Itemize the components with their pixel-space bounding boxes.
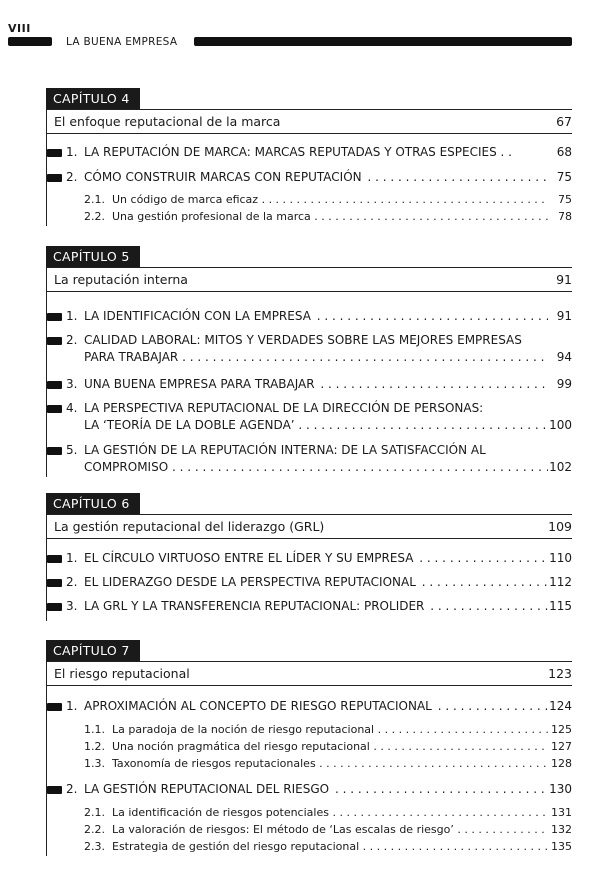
header-bar-right: [194, 37, 572, 46]
subentry-number: 1.2.: [84, 740, 105, 753]
entry-page: 100: [549, 418, 572, 432]
entry-text: UNA BUENA EMPRESA PARA TRABAJAR . . .: [84, 376, 548, 393]
book-title: LA BUENA EMPRESA: [66, 36, 178, 48]
chapter-6: [46, 493, 572, 621]
bullet-icon: [47, 313, 62, 321]
bullet-icon: [47, 447, 62, 455]
subentry-text: La identificación de riesgos potenciales . . .: [112, 805, 548, 821]
entry-number: 2.: [66, 170, 78, 184]
entry-text-line2: PARA TRABAJAR . . .: [84, 349, 548, 366]
entry-text: CALIDAD LABORAL: MITOS Y VERDADES SOBRE LAS MEJORES EMPRESAS: [84, 333, 522, 347]
header-bar-left: [8, 37, 52, 46]
subentry-page: 75: [558, 193, 572, 206]
chapter-page: 91: [556, 272, 572, 287]
subentry-text: Estrategia de gestión del riesgo reputacional . . .: [112, 839, 548, 855]
subentry-page: 135: [551, 840, 572, 853]
entry-number: 1.: [66, 551, 78, 565]
running-header: [8, 35, 572, 49]
entry-page: 99: [556, 377, 572, 391]
chapter-label: CAPÍTULO 7: [46, 640, 140, 661]
chapter-label: CAPÍTULO 6: [46, 493, 140, 514]
bullet-icon: [47, 603, 62, 611]
entry-number: 2.: [66, 782, 78, 796]
subentry-number: 2.1.: [84, 806, 105, 819]
entry-number: 3.: [66, 599, 78, 613]
subentry-number: 2.2.: [84, 823, 105, 836]
chapter-page: 109: [548, 519, 572, 534]
entry-number: 3.: [66, 377, 78, 391]
chapter-label: CAPÍTULO 4: [46, 88, 140, 109]
chapter-toc: [46, 134, 572, 226]
subentry-page: 127: [551, 740, 572, 753]
chapter-7: [46, 640, 572, 856]
chapter-title-row[interactable]: [46, 514, 572, 539]
chapter-toc: [46, 686, 572, 856]
chapter-4: [46, 88, 572, 226]
entry-text: LA GESTIÓN DE LA REPUTACIÓN INTERNA: DE LA SATISFACCIÓN AL: [84, 443, 486, 457]
bullet-icon: [47, 786, 62, 794]
entry-page: 102: [549, 460, 572, 474]
subentry-page: 128: [551, 757, 572, 770]
subentry-number: 1.3.: [84, 757, 105, 770]
entry-text-line2: LA ‘TEORÍA DE LA DOBLE AGENDA’ . . .: [84, 417, 548, 434]
subentry-page: 78: [558, 210, 572, 223]
entry-number: 1.: [66, 309, 78, 323]
chapter-page: 123: [548, 666, 572, 681]
entry-page: 94: [556, 350, 572, 364]
bullet-icon: [47, 149, 62, 157]
chapter-title-row[interactable]: [46, 661, 572, 686]
bullet-icon: [47, 337, 62, 345]
subentry-number: 1.1.: [84, 723, 105, 736]
entry-page: 124: [549, 699, 572, 713]
subentry-text: La valoración de riesgos: El método de ‘Las escalas de riesgo’ . . .: [112, 822, 548, 838]
entry-number: 2.: [66, 333, 78, 347]
entry-page: 112: [549, 575, 572, 589]
subentry-number: 2.3.: [84, 840, 105, 853]
subentry-page: 125: [551, 723, 572, 736]
entry-text: LA IDENTIFICACIÓN CON LA EMPRESA . . .: [84, 308, 548, 325]
entry-text: LA REPUTACIÓN DE MARCA: MARCAS REPUTADAS Y OTRAS ESPECIES . .: [84, 145, 512, 159]
chapter-title: El riesgo reputacional: [54, 666, 190, 681]
bullet-icon: [47, 405, 62, 413]
entry-number: 4.: [66, 401, 78, 415]
entry-page: 130: [549, 782, 572, 796]
entry-page: 115: [549, 599, 572, 613]
entry-number: 1.: [66, 145, 78, 159]
entry-text: EL CÍRCULO VIRTUOSO ENTRE EL LÍDER Y SU EMPRESA . . .: [84, 550, 548, 567]
entry-text: APROXIMACIÓN AL CONCEPTO DE RIESGO REPUTACIONAL . . .: [84, 698, 548, 715]
subentry-text: Un código de marca eficaz . . .: [112, 192, 548, 208]
entry-page: 110: [549, 551, 572, 565]
entry-number: 2.: [66, 575, 78, 589]
bullet-icon: [47, 174, 62, 182]
bullet-icon: [47, 555, 62, 563]
entry-page: 75: [556, 170, 572, 184]
entry-text: LA GESTIÓN REPUTACIONAL DEL RIESGO . . .: [84, 781, 548, 798]
entry-number: 1.: [66, 699, 78, 713]
chapter-title-row[interactable]: [46, 109, 572, 134]
chapter-title-row[interactable]: [46, 267, 572, 292]
page-number: VIII: [8, 22, 31, 35]
chapter-title: El enfoque reputacional de la marca: [54, 114, 281, 129]
chapter-title: La reputación interna: [54, 272, 188, 287]
entry-text-line2: COMPROMISO . . .: [84, 459, 548, 476]
chapter-toc: [46, 539, 572, 621]
chapter-label: CAPÍTULO 5: [46, 246, 140, 267]
entry-text: CÓMO CONSTRUIR MARCAS CON REPUTACIÓN . . .: [84, 169, 548, 186]
bullet-icon: [47, 703, 62, 711]
subentry-text: Una noción pragmática del riesgo reputacional . . .: [112, 739, 548, 755]
subentry-page: 132: [551, 823, 572, 836]
subentry-number: 2.1.: [84, 193, 105, 206]
entry-number: 5.: [66, 443, 78, 457]
chapter-5: [46, 246, 572, 477]
subentry-text: Una gestión profesional de la marca . . .: [112, 209, 548, 225]
chapter-toc: [46, 292, 572, 477]
chapter-title: La gestión reputacional del liderazgo (GRL): [54, 519, 325, 534]
bullet-icon: [47, 579, 62, 587]
entry-page: 68: [556, 145, 572, 159]
bullet-icon: [47, 381, 62, 389]
subentry-text: La paradoja de la noción de riesgo reputacional . . .: [112, 722, 548, 738]
entry-text: LA GRL Y LA TRANSFERENCIA REPUTACIONAL: PROLIDER . . .: [84, 598, 548, 615]
subentry-number: 2.2.: [84, 210, 105, 223]
chapter-page: 67: [556, 114, 572, 129]
subentry-text: Taxonomía de riesgos reputacionales . . .: [112, 756, 548, 772]
entry-page: 91: [556, 309, 572, 323]
entry-text: LA PERSPECTIVA REPUTACIONAL DE LA DIRECCIÓN DE PERSONAS:: [84, 401, 484, 415]
entry-text: EL LIDERAZGO DESDE LA PERSPECTIVA REPUTACIONAL . . .: [84, 574, 548, 591]
subentry-page: 131: [551, 806, 572, 819]
